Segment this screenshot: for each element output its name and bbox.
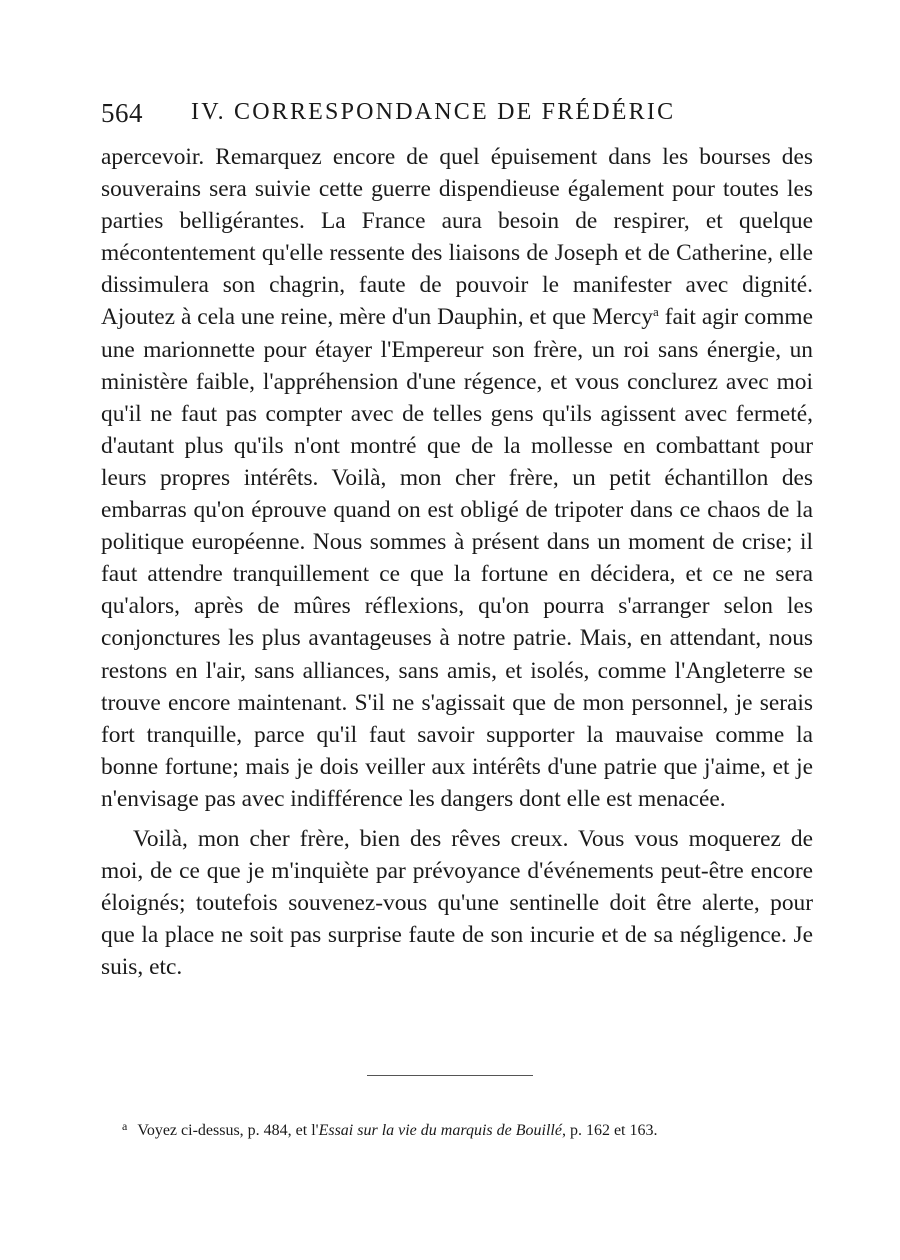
paragraph-2: Voilà, mon cher frère, bien des rêves creux. Vous vous moquerez de moi, de ce que je m'inquiète par prévoyance d'événements peut-être encore éloignés; toutefois souvenez-vous qu'une sentinelle doit être alerte, pour que la place ne soit pas surprise faute de son incurie et de sa négligence. Je suis, etc. [101,825,813,981]
footnote-italic-title: Essai sur la vie du marquis de Bouillé [318,1122,562,1139]
running-head: IV. CORRESPONDANCE DE FRÉDÉRIC [191,99,676,125]
paragraph-1-text-b: fait agir comme une marionnette pour étayer l'Empereur son frère, un roi sans énergie, un ministère faible, l'appréhension d'une régence, et vous conclurez avec moi qu'il ne faut pas compter avec de telles gens qu'ils agissent avec fermeté, d'autant plus qu'ils n'ont montré que de la mollesse en combattant pour leurs propres intérêts. Voilà, mon cher frère, un petit échantillon des embarras qu'on éprouve quand on est obligé de tripoter dans ce chaos de la politique européenne. Nous sommes à présent dans un moment de crise; il faut attendre tranquillement ce que la fortune en décidera, et ce ne sera qu'alors, après de mûres réflexions, qu'on pourra s'arranger selon les conjonctures les plus avantageuses à notre patrie. Mais, en attendant, nous restons en l'air, sans alliances, sans amis, et isolés, comme l'Angleterre se trouve encore maintenant. S'il ne s'agissait que de mon personnel, je serais fort tranquille, parce qu'il faut savoir supporter la mauvaise comme la bonne fortune; mais je dois veiller aux intérêts d'une patrie que j'aime, et je n'envisage pas avec indifférence les dangers dont elle est menacée. [101,304,813,812]
footnote-text-before: Voyez ci-dessus, p. 484, et l' [137,1122,319,1139]
footnote-text-after: , p. 162 et 163. [561,1122,658,1139]
footnote [122,1115,822,1142]
main-text [101,141,813,983]
footnote-reference: a [653,304,659,320]
paragraph-1-text-a: apercevoir. Remarquez encore de quel épuisement dans les bourses des souverains sera suivie cette guerre dispendieuse également pour toutes les parties belligérantes. La France aura besoin de respirer, et quelque mécontentement qu'elle ressente des liaisons de Joseph et de Catherine, elle dissimulera son chagrin, faute de pouvoir le manifester avec dignité. Ajoutez à cela une reine, mère d'un Dauphin, et que Mercy [101,144,813,331]
footnote-divider [367,1075,533,1076]
paragraph-1 [101,141,813,815]
page-number: 564 [101,98,143,128]
page-header [101,98,821,138]
footnote-mark: a [122,1119,128,1133]
